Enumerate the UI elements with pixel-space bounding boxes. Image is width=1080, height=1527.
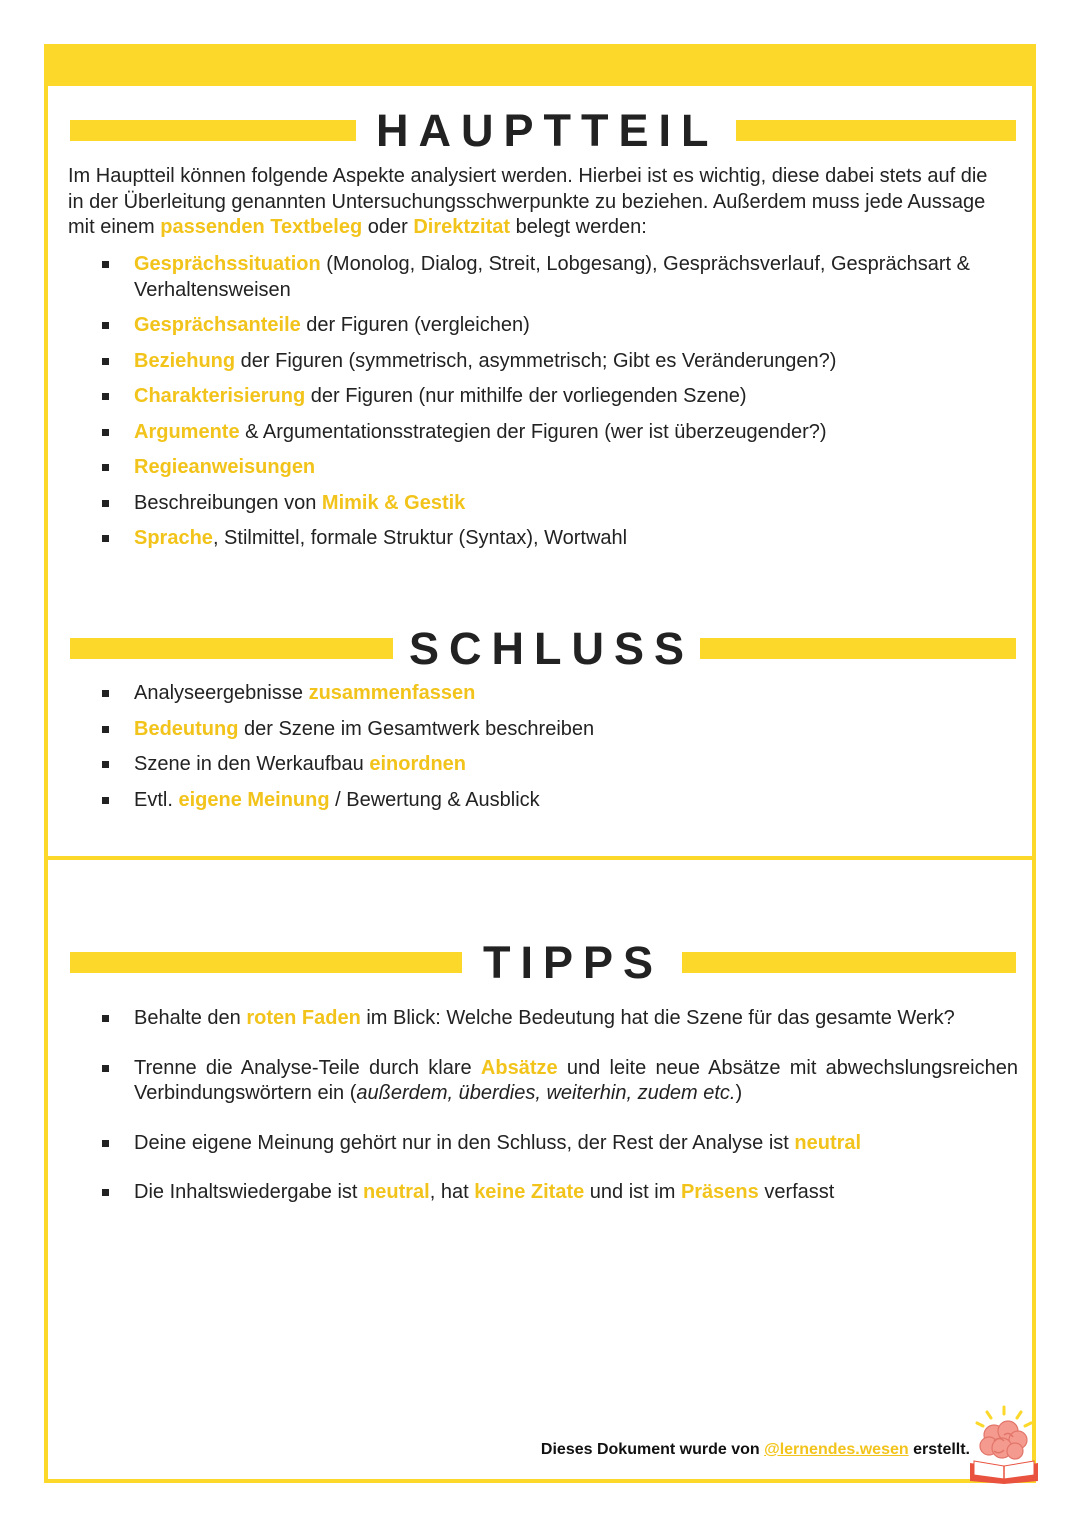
list-item: Gesprächsanteile der Figuren (vergleichen) <box>98 313 1018 339</box>
list-item: Charakterisierung der Figuren (nur mithilfe der vorliegenden Szene) <box>98 384 1018 410</box>
brain-book-icon <box>964 1405 1044 1485</box>
heading-title-schluss: SCHLUSS <box>409 623 695 674</box>
list-item: Beschreibungen von Mimik & Gestik <box>98 491 1018 517</box>
list-item: Deine eigene Meinung gehört nur in den Schluss, der Rest der Analyse ist neutral <box>98 1131 1018 1157</box>
list-item: Evtl. eigene Meinung / Bewertung & Ausblick <box>98 788 1018 814</box>
intro-highlight: Direktzitat <box>413 216 511 238</box>
list-item: Argumente & Argumentationsstrategien der Figuren (wer ist überzeugender?) <box>98 420 1018 446</box>
heading-title-tipps: TIPPS <box>483 937 664 988</box>
heading-bar-left <box>70 120 356 141</box>
heading-title-hauptteil: HAUPTTEIL <box>376 105 719 156</box>
section-divider <box>48 856 1032 860</box>
intro-text: oder <box>362 216 414 238</box>
intro-highlight: passenden Textbeleg <box>160 216 363 238</box>
list-item: Behalte den roten Faden im Blick: Welche Bedeutung hat die Szene für das gesamte Werk? <box>98 1006 1018 1032</box>
tipps-list <box>98 1006 1018 1206</box>
heading-bar-left <box>70 952 462 973</box>
heading-tipps <box>70 938 1016 988</box>
footer-credit: Dieses Dokument wurde von @lernendes.wesen erstellt. <box>540 1441 970 1458</box>
heading-bar-right <box>700 638 1016 659</box>
list-item: Trenne die Analyse-Teile durch klare Absätze und leite neue Absätze mit abwechslungsreichen Verbindungswörtern ein (außerdem, überdies, weiterhin, zudem etc.) <box>98 1056 1018 1107</box>
hauptteil-list <box>98 252 1018 552</box>
schluss-list <box>98 681 1018 813</box>
heading-schluss <box>70 624 1016 674</box>
heading-hauptteil <box>70 106 1016 156</box>
list-item: Analyseergebnisse zusammenfassen <box>98 681 1018 707</box>
intro-text: belegt werden: <box>510 216 647 238</box>
intro-text: Im Hauptteil können folgende Aspekte analysiert werden. Hierbei ist es wichtig, diese dabei stets auf die in der Überleitung genannten Untersuchungsschwerpunkte zu beziehen. Außerdem muss jede Aussage mit einem <box>68 165 988 238</box>
heading-bar-left <box>70 638 393 659</box>
list-item: Szene in den Werkaufbau einordnen <box>98 752 1018 778</box>
heading-bar-right <box>682 952 1016 973</box>
page-frame <box>44 44 1036 1483</box>
list-item: Gesprächssituation (Monolog, Dialog, Streit, Lobgesang), Gesprächsverlauf, Gesprächsart & Verhaltensweisen <box>98 252 1018 303</box>
list-item: Beziehung der Figuren (symmetrisch, asymmetrisch; Gibt es Veränderungen?) <box>98 349 1018 375</box>
hauptteil-intro <box>68 164 1008 241</box>
heading-bar-right <box>736 120 1016 141</box>
top-bar <box>48 48 1032 86</box>
list-item: Die Inhaltswiedergabe ist neutral, hat keine Zitate und ist im Präsens verfasst <box>98 1180 1018 1206</box>
list-item: Regieanweisungen <box>98 455 1018 481</box>
list-item: Bedeutung der Szene im Gesamtwerk beschreiben <box>98 717 1018 743</box>
list-item: Sprache, Stilmittel, formale Struktur (Syntax), Wortwahl <box>98 526 1018 552</box>
author-link[interactable]: @lernendes.wesen <box>764 1441 909 1458</box>
